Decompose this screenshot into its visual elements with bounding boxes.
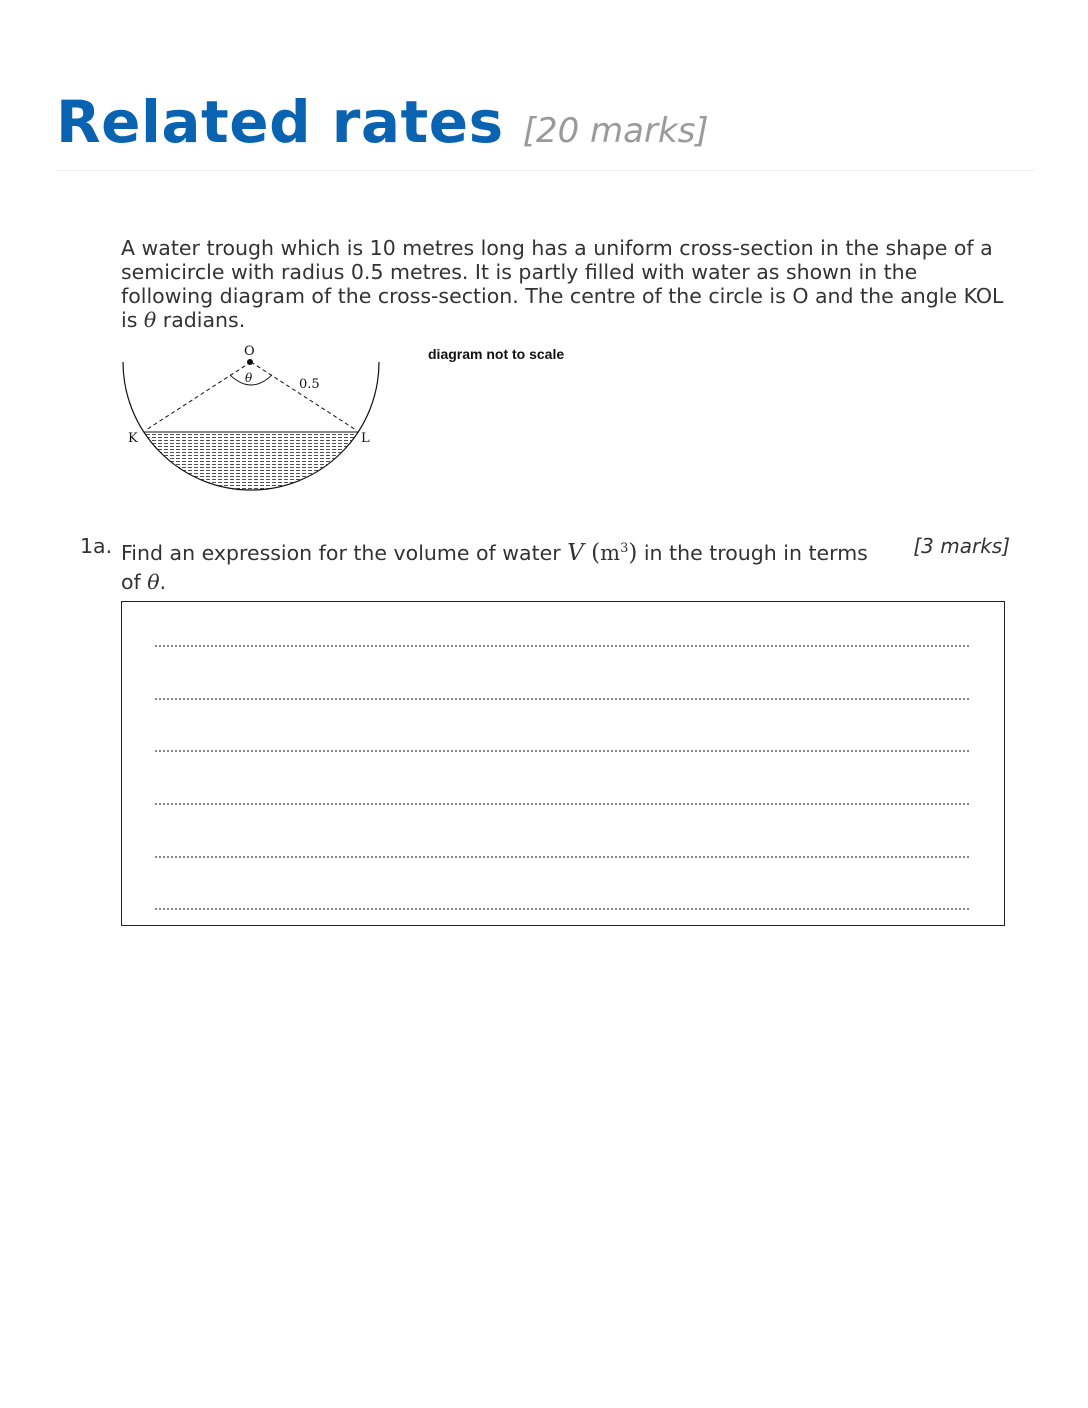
label-l: L [361, 431, 370, 446]
q-unit-exp: 3 [620, 541, 629, 556]
question-text [121, 534, 881, 597]
q-theta: θ [147, 569, 160, 594]
answer-line[interactable] [155, 803, 969, 805]
water-region [116, 430, 386, 495]
q-var-v: V [567, 539, 584, 566]
question-number: 1a. [80, 534, 113, 558]
q-unit-close: ) [628, 539, 638, 566]
label-o: O [244, 344, 255, 359]
question-marks: [3 marks] [913, 534, 1010, 558]
answer-line[interactable] [155, 856, 969, 858]
label-radius: 0.5 [299, 377, 320, 392]
answer-line[interactable] [155, 645, 969, 647]
q-text-1: Find an expression for the volume of water [121, 540, 568, 565]
q-unit-m: m [600, 540, 621, 565]
q-text-2: in the trough in terms of [121, 540, 868, 594]
radius-ok [146, 362, 251, 430]
q-text-3: . [159, 569, 167, 594]
question-intro [121, 236, 1011, 332]
centre-point [247, 359, 253, 365]
total-marks: [20 marks] [522, 111, 709, 151]
label-theta: θ [245, 371, 253, 385]
answer-line[interactable] [155, 698, 969, 700]
diagram-note: diagram not to scale [428, 346, 565, 362]
intro-text-1: A water trough which is 10 metres long has a uniform cross-section in the shape of a semicircle with radius 0.5 metres. It is partly filled with water as shown in the following diagram of the cross-section. The centre of the circle is O and the angle KOL is [121, 236, 1004, 332]
radius-ol [251, 362, 356, 430]
answer-box[interactable] [121, 601, 1005, 926]
trough-cross-section-diagram [116, 340, 386, 495]
answer-line[interactable] [155, 750, 969, 752]
label-k: K [128, 431, 138, 446]
q-unit-open: ( [583, 539, 601, 566]
intro-theta: θ [143, 308, 157, 332]
answer-line[interactable] [155, 908, 969, 910]
intro-text-2: radians. [156, 308, 246, 332]
page-title: Related rates [56, 88, 504, 156]
page-header [56, 88, 1034, 171]
